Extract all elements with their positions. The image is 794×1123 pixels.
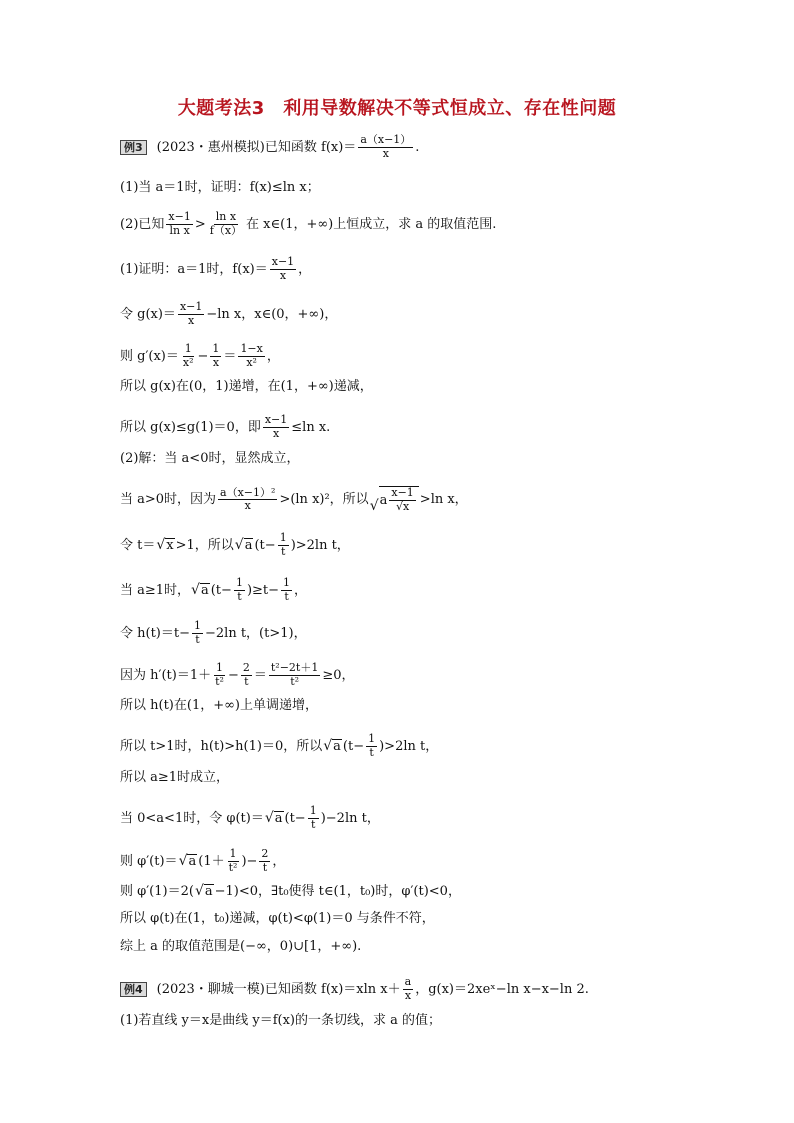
text: ，g(x)＝2xeˣ−ln x−x−ln 2. (415, 981, 589, 997)
fraction-denominator: x² (182, 355, 194, 369)
sqrt-expression (265, 811, 284, 825)
text: )>2ln t， (290, 537, 350, 553)
text: ， (294, 582, 308, 598)
fraction (263, 414, 289, 440)
solution-line-4: 所以 g(x)在(0，1)递增，在(1，+∞)递减， (120, 379, 373, 394)
fraction-numerator: 1 (184, 342, 192, 355)
fraction-denominator: t (244, 674, 249, 688)
fraction (227, 848, 240, 874)
text: 因为 h′(t)＝1＋ (120, 667, 212, 683)
fraction (308, 805, 319, 831)
radical-sign: √ (264, 810, 274, 827)
radical-sign: √ (194, 883, 204, 899)
text: ， (298, 261, 312, 277)
solution-line-16 (120, 848, 285, 874)
fraction-numerator: x−1 (264, 413, 288, 426)
sqrt-expression (370, 486, 419, 513)
text: (t− (284, 810, 306, 826)
fraction-denominator: f（x） (209, 223, 243, 237)
text: 则 g′(x)＝ (120, 348, 179, 364)
fraction (278, 532, 289, 558)
text: 令 g(x)＝ (120, 306, 176, 322)
text: −ln x，x∈(0，+∞)， (206, 306, 338, 322)
text: (2023・聊城一模)已知函数 f(x)＝xln x＋ (156, 981, 401, 997)
example3-q1: (1)当 a＝1时，证明：f(x)≤ln x； (120, 180, 320, 195)
fraction-numerator: 1 (279, 531, 287, 544)
fraction (213, 662, 226, 688)
stem-text: (2023・惠州模拟)已知函数 f(x)＝ (156, 139, 357, 155)
radicand: a (274, 811, 283, 827)
fraction-denominator: t (280, 544, 286, 558)
fraction (403, 976, 414, 1002)
fraction-denominator: t (262, 860, 268, 874)
solution-line-8 (120, 532, 350, 558)
fraction-denominator: x (404, 988, 412, 1002)
solution-line-2 (120, 301, 337, 327)
solution-line-15 (120, 805, 380, 831)
fraction-denominator: x (244, 499, 251, 513)
fraction (238, 343, 264, 369)
sqrt-expression (179, 854, 198, 868)
example3-stem (120, 134, 419, 160)
fraction (259, 848, 270, 874)
fraction-denominator: t² (290, 674, 300, 688)
solution-line-9 (120, 577, 307, 603)
fraction (234, 577, 245, 603)
fraction (218, 487, 277, 513)
q2-operator: > (194, 216, 206, 232)
fraction-denominator: t (284, 589, 289, 603)
fraction-numerator: 1 (216, 661, 224, 674)
fraction-numerator: 1 (229, 847, 237, 860)
text: (1)证明：a＝1时，f(x)＝ (120, 261, 268, 277)
text: 则 φ′(1)＝2( (120, 883, 194, 899)
text: ， (266, 348, 280, 364)
fraction (366, 733, 377, 759)
radicand: a (244, 538, 253, 554)
fraction-numerator: 1 (309, 804, 317, 817)
radical-sign: √ (191, 582, 200, 599)
text: 当 a>0时，因为 (120, 492, 217, 508)
period: . (415, 139, 420, 155)
fraction-denominator: x (272, 426, 280, 440)
section-title: 大题考法3 利用导数解决不等式恒成立、存在性问题 (177, 98, 617, 119)
fraction-numerator: x−1 (168, 210, 191, 223)
text: −1)<0，∃t₀使得 t∈(1，t₀)时，φ′(t)<0， (214, 883, 461, 899)
fraction (181, 343, 196, 369)
fraction-denominator: t² (228, 860, 238, 874)
fraction (192, 620, 203, 646)
text: 令 h(t)＝t− (120, 625, 190, 641)
text: 则 φ′(t)＝ (120, 853, 178, 869)
fraction-numerator: x−1 (271, 255, 295, 268)
fraction (269, 662, 320, 688)
example3-q2 (120, 211, 496, 237)
text: 当 0<a<1时，令 φ(t)＝ (120, 810, 264, 826)
fraction (389, 487, 415, 513)
fraction (241, 662, 252, 688)
text: >(ln x)²，所以 (279, 492, 369, 508)
example4-stem (120, 976, 589, 1002)
text: 令 t＝ (120, 537, 156, 553)
fraction-numerator: 1 (283, 576, 291, 589)
fraction-denominator: t² (215, 674, 224, 688)
example4-badge: 例4 (120, 982, 147, 997)
solution-line-13 (120, 733, 438, 759)
solution-line-12: 所以 h(t)在(1，+∞)上单调递增， (120, 698, 319, 713)
solution-line-19: 综上 a 的取值范围是(−∞，0)∪[1，+∞). (120, 939, 362, 954)
radical-sign: √ (369, 498, 379, 515)
solution-line-11 (120, 662, 355, 688)
sqrt-expression (195, 884, 214, 898)
text: 当 a≥1时， (120, 582, 191, 598)
stem-fraction (358, 134, 413, 160)
solution-line-17 (120, 884, 461, 898)
text: (t− (210, 582, 232, 598)
sqrt-expression (156, 538, 174, 552)
text: )≥t− (246, 582, 280, 598)
q2-text-after: 在 x∈(1，+∞)上恒成立，求 a 的取值范围. (246, 216, 497, 232)
fraction-denominator: t (195, 632, 200, 646)
fraction-numerator: x−1 (179, 300, 203, 313)
solution-line-14: 所以 a≥1时成立， (120, 770, 230, 785)
radicand (379, 486, 419, 513)
text: )− (241, 853, 258, 869)
fraction-numerator: a（x−1） (360, 133, 412, 146)
fraction-numerator: 1 (194, 619, 201, 632)
text: >1，所以 (175, 537, 234, 553)
radicand: a (333, 739, 341, 755)
text: 所以 g(x)≤g(1)＝0，即 (120, 419, 261, 435)
fraction-numerator: x−1 (391, 486, 414, 499)
fraction-denominator: x (279, 268, 287, 282)
q2-fraction-2 (208, 211, 244, 237)
fraction (210, 343, 221, 369)
fraction-numerator: 2 (242, 661, 250, 674)
fraction-denominator: ln x (169, 223, 190, 237)
fraction-numerator: t²−2t＋1 (270, 661, 319, 674)
text: (1＋ (198, 853, 225, 869)
text: (t− (342, 738, 365, 754)
text: 所以 t>1时，h(t)>h(1)＝0，所以 (120, 738, 323, 754)
fraction-denominator: t (237, 589, 242, 603)
operator: − (197, 348, 209, 364)
fraction (178, 301, 204, 327)
fraction-denominator: x (382, 146, 389, 160)
fraction-numerator: a（x−1）² (220, 485, 276, 499)
text: −2ln t，(t>1)， (205, 625, 307, 641)
solution-line-3 (120, 343, 280, 369)
radicand: x (166, 538, 174, 554)
fraction-denominator: √x (395, 499, 410, 513)
fraction-numerator: 1 (368, 732, 376, 745)
radical-sign: √ (156, 537, 166, 554)
radical-sign: √ (323, 738, 333, 755)
q2-fraction-1 (166, 211, 192, 237)
fraction (270, 256, 296, 282)
sqrt-expression (235, 538, 254, 552)
solution-line-5 (120, 414, 330, 440)
example3-badge: 例3 (120, 140, 147, 155)
solution-line-1 (120, 256, 311, 282)
fraction-numerator: 1−x (240, 342, 263, 355)
solution-line-6: (2)解：当 a<0时，显然成立， (120, 451, 300, 466)
text: a (379, 492, 388, 508)
operator: ＝ (223, 348, 237, 364)
fraction (281, 577, 292, 603)
fraction-denominator: x (212, 355, 220, 369)
operator: ＝ (253, 667, 267, 683)
solution-line-18: 所以 φ(t)在(1，t₀)递减，φ(t)<φ(1)＝0 与条件不符， (120, 911, 435, 926)
example4-q1: (1)若直线 y＝x是曲线 y＝f(x)的一条切线，求 a 的值； (120, 1013, 442, 1028)
text: )>2ln t， (379, 738, 439, 754)
radicand: a (204, 884, 213, 899)
fraction-numerator: 1 (235, 576, 243, 589)
text: >ln x， (419, 492, 468, 508)
text: ≥0， (322, 667, 355, 683)
radicand: a (188, 854, 197, 870)
fraction-numerator: 1 (212, 342, 220, 355)
text: (t− (254, 537, 276, 553)
fraction-denominator: x (188, 313, 195, 327)
sqrt-expression (191, 583, 210, 597)
fraction-numerator: ln x (215, 210, 237, 223)
radical-sign: √ (234, 537, 244, 554)
radicand: a (200, 583, 209, 599)
fraction-denominator: t (311, 817, 316, 831)
text: ≤ln x. (291, 419, 331, 435)
text: ， (272, 853, 286, 869)
fraction-numerator: a (404, 975, 412, 988)
radical-sign: √ (178, 853, 188, 870)
operator: − (227, 667, 239, 683)
fraction-numerator: 2 (261, 847, 269, 860)
sqrt-expression (323, 739, 342, 753)
solution-line-7 (120, 486, 468, 513)
q2-text: (2)已知 (120, 216, 165, 232)
fraction-denominator: t (369, 745, 374, 759)
text: )−2ln t， (320, 810, 380, 826)
solution-line-10 (120, 620, 307, 646)
fraction-denominator: x² (246, 355, 257, 369)
